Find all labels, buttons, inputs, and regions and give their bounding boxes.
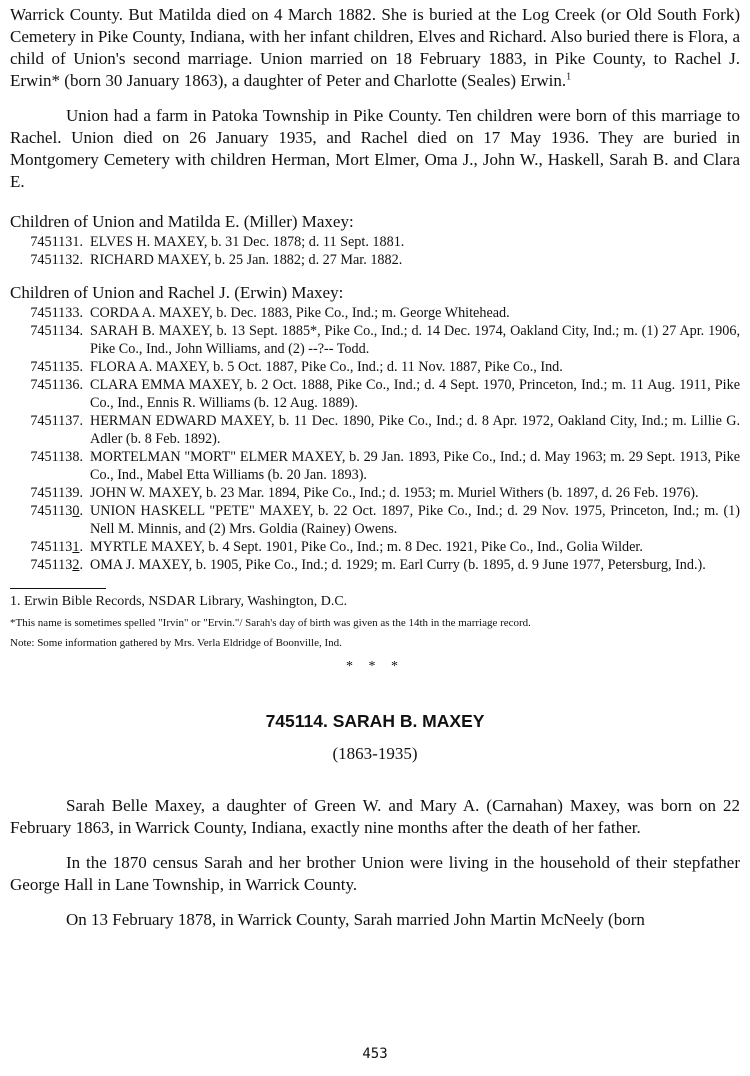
- entry-text: HERMAN EDWARD MAXEY, b. 11 Dec. 1890, Pike Co., Ind.; d. 8 Apr. 1972, Oakland City, Ind.; m. Lillie G. Adler (b. 8 Feb. 1892).: [90, 413, 740, 447]
- entry-number: 7451135.: [30, 359, 83, 375]
- entry-number: 7451130.: [30, 503, 83, 519]
- entry-text: OMA J. MAXEY, b. 1905, Pike Co., Ind.; d. 1929; m. Earl Curry (b. 1895, d. 9 June 1977, Petersburg, Ind.).: [90, 557, 706, 573]
- section-paragraph-2: In the 1870 census Sarah and her brother Union were living in the household of their stepfather George Hall in Lane Township, in Warrick County.: [10, 853, 740, 894]
- list-item: [10, 412, 740, 448]
- entry-text: MORTELMAN "MORT" ELMER MAXEY, b. 29 Jan. 1893, Pike Co., Ind.; d. May 1963; m. 29 Sept. 1913, Pike Co., Ind., Mabel Etta Williams (b. 20 Jan. 1893).: [90, 449, 740, 483]
- section-separator: * * *: [346, 659, 404, 674]
- children-group-1-list: [10, 233, 740, 269]
- list-item: [10, 251, 740, 269]
- list-item: [10, 538, 740, 556]
- footnote-star: *This name is sometimes spelled "Irvin" or "Ervin."/ Sarah's day of birth was given as the 14th in the marriage record.: [10, 617, 531, 629]
- document-page: [10, 4, 740, 931]
- intro-paragraph-1: Warrick County. But Matilda died on 4 March 1882. She is buried at the Log Creek (or Old South Fork) Cemetery in Pike County, Indiana, with her infant children, Elves and Richard. Also buried there is Flora, a child of Union's second marriage. Union married on 18 February 1883, in Pike County, to Rachel J. Erwin* (born 30 January 1863), a daughter of Peter and Charlotte (Seales) Erwin.$^1$: [10, 5, 740, 90]
- list-item: [10, 448, 740, 484]
- entry-text: UNION HASKELL "PETE" MAXEY, b. 22 Oct. 1897, Pike Co., Ind.; d. 29 Nov. 1975, Princeton, Ind.; m. (1) Nell M. Minnis, and (2) Mrs. Goldia (Rainey) Owens.: [90, 503, 740, 537]
- footnote-1: 1. Erwin Bible Records, NSDAR Library, Washington, D.C.: [10, 594, 348, 609]
- page-number: 453: [362, 1046, 388, 1062]
- list-item: [10, 556, 740, 574]
- entry-number: 7451138.: [30, 449, 83, 465]
- list-item: [10, 233, 740, 251]
- entry-number: 7451133.: [30, 305, 83, 321]
- entry-number: 7451132.: [30, 252, 83, 268]
- section-paragraph-1: Sarah Belle Maxey, a daughter of Green W. and Mary A. (Carnahan) Maxey, was born on 22 February 1863, in Warrick County, Indiana, exactly nine months after the death of her father.: [10, 796, 740, 837]
- section-heading: 745114. SARAH B. MAXEY: [265, 711, 485, 731]
- entry-number: 7451132.: [30, 557, 83, 573]
- entry-text: CORDA A. MAXEY, b. Dec. 1883, Pike Co., Ind.; m. George Whitehead.: [90, 305, 510, 321]
- section-paragraph-3: On 13 February 1878, in Warrick County, Sarah married John Martin McNeely (born: [66, 910, 645, 929]
- list-item: [10, 502, 740, 538]
- intro-paragraph-2: Union had a farm in Patoka Township in Pike County. Ten children were born of this marriage to Rachel. Union died on 26 January 1935, and Rachel died on 17 May 1936. They are buried in Montgomery Cemetery with children Herman, Mort Elmer, Oma J., John W., Haskell, Sarah B. and Clara E.: [10, 106, 740, 191]
- entry-number: 7451139.: [30, 485, 83, 501]
- entry-text: RICHARD MAXEY, b. 25 Jan. 1882; d. 27 Mar. 1882.: [90, 252, 403, 268]
- list-item: [10, 358, 740, 376]
- list-item: [10, 484, 740, 502]
- entry-number: 7451131.: [30, 234, 83, 250]
- entry-number: 7451137.: [30, 413, 83, 429]
- list-item: [10, 322, 740, 358]
- footnote-ref: 1: [566, 71, 572, 83]
- footnote-divider: [10, 588, 106, 589]
- children-group-2-title: Children of Union and Rachel J. (Erwin) Maxey:: [10, 283, 344, 302]
- children-group-1-title: Children of Union and Matilda E. (Miller) Maxey:: [10, 212, 354, 231]
- entry-text: SARAH B. MAXEY, b. 13 Sept. 1885*, Pike Co., Ind.; d. 14 Dec. 1974, Oakland City, Ind.; m. (1) 27 Apr. 1906, Pike Co., Ind., John Williams, and (2) --?-- Todd.: [90, 323, 740, 357]
- footnote-note: Note: Some information gathered by Mrs. Verla Eldridge of Boonville, Ind.: [10, 637, 342, 649]
- entry-text: ELVES H. MAXEY, b. 31 Dec. 1878; d. 11 Sept. 1881.: [90, 234, 405, 250]
- entry-text: FLORA A. MAXEY, b. 5 Oct. 1887, Pike Co., Ind.; d. 11 Nov. 1887, Pike Co., Ind.: [90, 359, 563, 375]
- entry-number: 7451136.: [30, 377, 83, 393]
- list-item: [10, 376, 740, 412]
- entry-number: 7451134.: [30, 323, 83, 339]
- entry-text: CLARA EMMA MAXEY, b. 2 Oct. 1888, Pike Co., Ind.; d. 4 Sept. 1970, Princeton, Ind.; m. 11 Aug. 1911, Pike Co., Ind., Ennis R. Williams (b. 12 Aug. 1889).: [90, 377, 740, 411]
- section-years: (1863-1935): [332, 744, 418, 763]
- entry-text: MYRTLE MAXEY, b. 4 Sept. 1901, Pike Co., Ind.; m. 8 Dec. 1921, Pike Co., Ind., Golia Wilder.: [90, 539, 643, 555]
- entry-text: JOHN W. MAXEY, b. 23 Mar. 1894, Pike Co., Ind.; d. 1953; m. Muriel Withers (b. 1897, d. 26 Feb. 1976).: [90, 485, 699, 501]
- children-group-2-list: [10, 304, 740, 574]
- list-item: [10, 304, 740, 322]
- entry-number: 7451131.: [30, 539, 83, 555]
